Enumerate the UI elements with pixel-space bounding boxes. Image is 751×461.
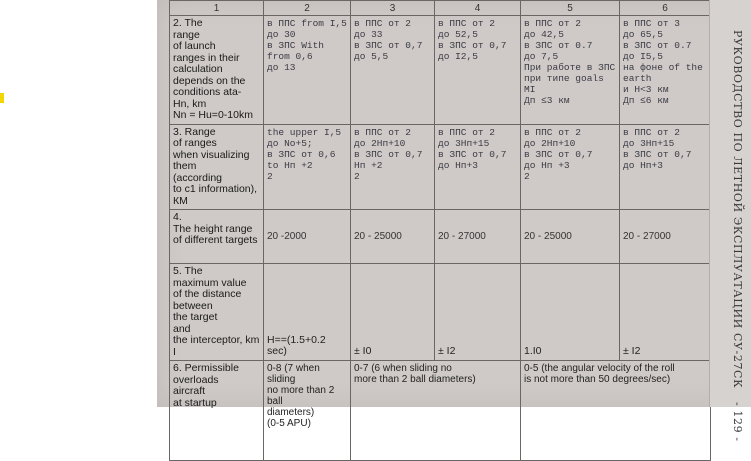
table-cell: ± I2 [620, 264, 711, 361]
table-row [170, 264, 711, 361]
table-cell: ± I0 [351, 264, 435, 361]
table-cell: в ППС from I,5 до 30 в ЗПС With from 0,6 до 13 [264, 16, 351, 125]
row-label: 5. The maximum value of the distance between the target and the interceptor, km I [170, 264, 264, 361]
table-cell: 20 - 25000 [351, 210, 435, 264]
table-cell: 20 -2000 [264, 210, 351, 264]
side-caption [724, 30, 744, 442]
table-cell: 20 - 25000 [521, 210, 620, 264]
table-cell: в ППС от 2 до 33 в ЗПС от 0,7 до 5,5 [351, 16, 435, 125]
table-cell: в ППС от 2 до 3Нп+15 в ЗПС от 0,7 до Нп+3 [620, 124, 711, 210]
manual-title: РУКОВОДСТВО ПО ЛЕТНОЙ ЭКСПЛУАТАЦИИ СУ-27СК [731, 30, 744, 389]
column-header-row [170, 1, 711, 16]
spec-table [169, 0, 711, 461]
table-cell: в ППС от 2 до 52,5 в ЗПС от 0,7 до I2,5 [435, 16, 521, 125]
table-cell: the upper I,5 до No+5; в ЗПС от 0,6 to Нп +2 2 [264, 124, 351, 210]
table-cell: 20 - 27000 [620, 210, 711, 264]
column-number: 3 [351, 1, 435, 16]
page-number: - 129 - [731, 402, 744, 442]
table-cell: 20 - 27000 [435, 210, 521, 264]
column-number: 1 [170, 1, 264, 16]
row-label: 4. The height range of different targets [170, 210, 264, 264]
table-cell: в ППС от 2 до 42,5 в ЗПС от 0.7 до 7,5 При работе в ЗПС при типе goals МI Дп ≤3 км [521, 16, 620, 125]
column-number: 6 [620, 1, 711, 16]
row-label: 2. The range of launch ranges in their calculation depends on the conditions ata- Hn, km Nn = Hu=0-10km [170, 16, 264, 125]
table-cell: 1.I0 [521, 264, 620, 361]
column-number: 5 [521, 1, 620, 16]
table-cell: H==(1.5+0.2 sec) [264, 264, 351, 361]
table-cell: в ППС от 2 до 2Нп+10 в ЗПС от 0,7 до Нп +3 2 [521, 124, 620, 210]
table-cell: в ППС от 2 до 3Нп+15 в ЗПС от 0,7 до Нп+3 [435, 124, 521, 210]
table-cell: ± I2 [435, 264, 521, 361]
table-cell: 0-7 (6 when sliding no more than 2 ball diameters) [351, 361, 521, 461]
table-cell: 0-8 (7 when sliding no more than 2 ball diameters) (0-5 APU) [264, 361, 351, 461]
table-row [170, 210, 711, 264]
row-label: 3. Range of ranges when visualizing them (according to c1 information), КМ [170, 124, 264, 210]
table-row [170, 361, 711, 461]
scanned-page [157, 0, 750, 442]
row-label: 6. Permissible overloads aircraft at startup [170, 361, 264, 461]
table-row [170, 124, 711, 210]
table-cell: в ППС от 3 до 65,5 в ЗПС от 0.7 до I5,5 на фоне of the earth и Н<3 км Дп ≤6 км [620, 16, 711, 125]
table-row [170, 16, 711, 125]
table-cell: в ППС от 2 до 2Нп+10 в ЗПС от 0,7 Нп +2 2 [351, 124, 435, 210]
column-number: 2 [264, 1, 351, 16]
highlight-marker [0, 93, 4, 103]
table-cell: 0-5 (the angular velocity of the roll is not more than 50 degrees/sec) [521, 361, 711, 461]
column-number: 4 [435, 1, 521, 16]
